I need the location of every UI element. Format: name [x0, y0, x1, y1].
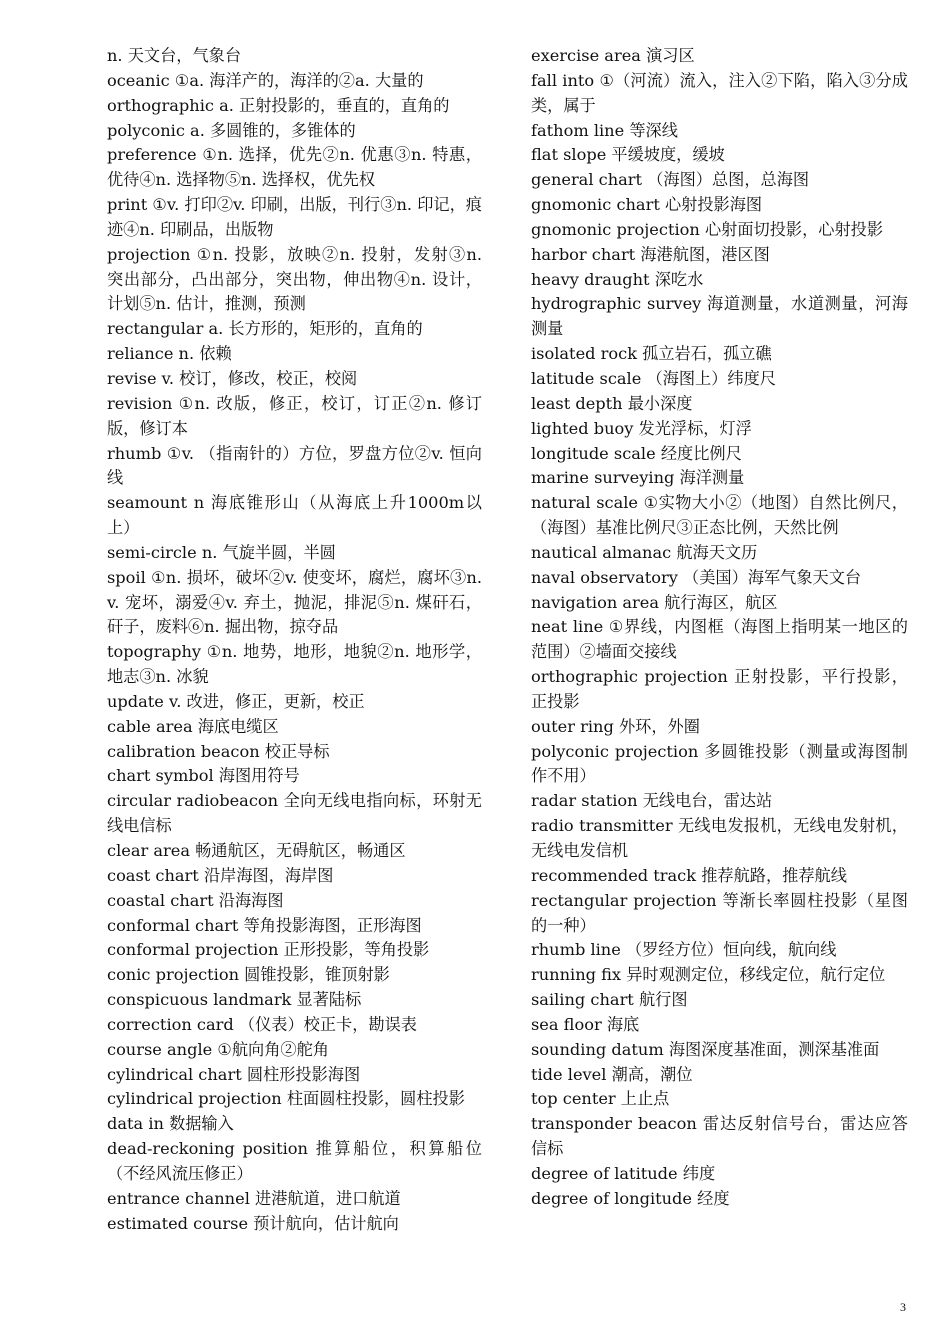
glossary-entry: rectangular a. 长方形的，矩形的，直角的: [107, 319, 423, 339]
glossary-entry: outer ring 外环，外圈: [531, 716, 700, 736]
glossary-entry: estimated course 预计航向，估计航向: [107, 1213, 399, 1233]
glossary-entry: entrance channel 进港航道，进口航道: [107, 1188, 401, 1208]
glossary-entry: polyconic projection 多圆锥投影（测量或海图制作不用）: [531, 741, 908, 786]
glossary-entry: rhumb ①v. （指南针的）方位，罗盘方位②v. 恒向线: [107, 443, 482, 488]
glossary-entry: cylindrical chart 圆柱形投影海图: [107, 1064, 361, 1084]
glossary-entry: spoil ①n. 损坏，破坏②v. 使变坏，腐烂，腐坏③n. v. 宠坏，溺爱④v. 弃土，抛泥，排泥⑤n. 煤矸石，矸子，废料⑥n. 掘出物，掠夺品: [107, 567, 482, 637]
glossary-entry: sea floor 海底: [531, 1014, 640, 1034]
glossary-entry: revise v. 校订，修改，校正，校阅: [107, 368, 358, 388]
glossary-entry: n. 天文台，气象台: [107, 46, 242, 65]
glossary-entry: conformal projection 正形投影，等角投影: [107, 940, 430, 960]
glossary-entry: cable area 海底电缆区: [107, 716, 279, 736]
glossary-entry: orthographic a. 正射投影的，垂直的，直角的: [107, 95, 450, 115]
glossary-entry: fathom line 等深线: [531, 120, 678, 140]
glossary-entry: exercise area 演习区: [531, 46, 695, 65]
right-column: [531, 44, 908, 1212]
glossary-entry: transponder beacon 雷达反射信号台，雷达应答信标: [531, 1114, 908, 1159]
glossary-entry: correction card （仪表）校正卡，勘误表: [107, 1014, 417, 1034]
glossary-entry: gnomonic projection 心射面切投影，心射投影: [531, 219, 884, 239]
glossary-entry: semi-circle n. 气旋半圆，半圆: [107, 542, 336, 562]
glossary-entry: neat line ①界线，内图框（海图上指明某一地区的范围）②墙面交接线: [531, 617, 908, 662]
glossary-entry: oceanic ①a. 海洋产的，海洋的②a. 大量的: [107, 70, 424, 90]
glossary-entry: reliance n. 依赖: [107, 344, 232, 364]
glossary-entry: general chart （海图）总图，总海图: [531, 170, 810, 190]
glossary-entry: fall into ①（河流）流入，注入②下陷，陷入③分成类，属于: [531, 70, 908, 115]
glossary-entry: radio transmitter 无线电发报机，无线电发射机，无线电发信机: [531, 816, 908, 860]
glossary-entry: naval observatory （美国）海军气象天文台: [531, 567, 862, 587]
glossary-entry: dead-reckoning position 推算船位，积算船位（不经风流压修正）: [107, 1139, 482, 1183]
glossary-entry: harbor chart 海港航图，港区图: [531, 244, 770, 264]
glossary-entry: print ①v. 打印②v. 印刷，出版，刊行③n. 印记，痕迹④n. 印刷品，出版物: [107, 195, 482, 239]
glossary-entry: top center 上止点: [531, 1089, 670, 1109]
glossary-entry: longitude scale 经度比例尺: [531, 443, 742, 463]
glossary-entry: coastal chart 沿海海图: [107, 890, 284, 910]
glossary-entry: revision ①n. 改版，修正，校订，订正②n. 修订版，修订本: [107, 393, 482, 438]
glossary-entry: gnomonic chart 心射投影海图: [531, 195, 763, 215]
glossary-entry: coast chart 沿岸海图，海岸图: [107, 865, 334, 885]
glossary-entry: circular radiobeacon 全向无线电指向标，环射无线电信标: [107, 791, 482, 836]
glossary-entry: radar station 无线电台，雷达站: [531, 791, 773, 811]
glossary-entry: heavy draught 深吃水: [531, 269, 704, 289]
glossary-entry: recommended track 推荐航路，推荐航线: [531, 865, 847, 885]
page-number: 3: [900, 1300, 906, 1314]
glossary-entry: least depth 最小深度: [531, 393, 693, 413]
glossary-entry: sounding datum 海图深度基准面，测深基准面: [531, 1039, 880, 1059]
glossary-entry: sailing chart 航行图: [531, 990, 688, 1010]
glossary-entry: isolated rock 孤立岩石，孤立礁: [531, 344, 772, 364]
glossary-entry: topography ①n. 地势，地形，地貌②n. 地形学，地志③n. 冰貌: [107, 642, 482, 687]
glossary-entry: lighted buoy 发光浮标，灯浮: [531, 418, 752, 438]
glossary-entry: degree of latitude 纬度: [531, 1163, 716, 1183]
glossary-entry: data in 数据输入: [107, 1114, 234, 1134]
glossary-entry: chart symbol 海图用符号: [107, 766, 300, 786]
glossary-entry: seamount n 海底锥形山（从海底上升1000m以上）: [107, 493, 482, 538]
glossary-entry: flat slope 平缓坡度，缓坡: [531, 145, 725, 165]
glossary-entry: natural scale ①实物大小②（地图）自然比例尺，（海图）基准比例尺③正态比例，天然比例: [531, 493, 908, 538]
glossary-entry: tide level 潮高，潮位: [531, 1064, 693, 1084]
glossary-entry: orthographic projection 正射投影，平行投影，正投影: [531, 667, 908, 711]
glossary-entry: projection ①n. 投影，放映②n. 投射，发射③n. 突出部分，凸出部分，突出物，伸出物④n. 设计，计划⑤n. 估计，推测，预测: [107, 244, 482, 314]
glossary-entry: navigation area 航行海区，航区: [531, 592, 778, 612]
glossary-entry: clear area 畅通航区，无碍航区，畅通区: [107, 841, 406, 860]
left-column: [107, 44, 482, 1237]
glossary-entry: nautical almanac 航海天文历: [531, 542, 758, 562]
glossary-entry: cylindrical projection 柱面圆柱投影，圆柱投影: [107, 1089, 465, 1109]
glossary-entry: calibration beacon 校正导标: [107, 741, 330, 761]
glossary-entry: conformal chart 等角投影海图，正形海图: [107, 915, 422, 935]
glossary-entry: conspicuous landmark 显著陆标: [107, 990, 362, 1010]
glossary-entry: hydrographic survey 海道测量，水道测量，河海测量: [531, 294, 908, 339]
glossary-entry: running fix 异时观测定位，移线定位，航行定位: [531, 965, 886, 985]
glossary-entry: marine surveying 海洋测量: [531, 468, 745, 488]
glossary-entry: course angle ①航向角②舵角: [107, 1039, 329, 1059]
glossary-entry: latitude scale （海图上）纬度尺: [531, 368, 776, 388]
glossary-entry: preference ①n. 选择，优先②n. 优惠③n. 特惠，优待④n. 选择物⑤n. 选择权，优先权: [107, 145, 482, 190]
glossary-entry: rhumb line （罗经方位）恒向线，航向线: [531, 940, 837, 960]
glossary-entry: degree of longitude 经度: [531, 1188, 730, 1208]
glossary-entry: rectangular projection 等渐长率圆柱投影（星图的一种）: [531, 890, 908, 935]
glossary-entry: update v. 改进，修正，更新，校正: [107, 691, 365, 711]
glossary-entry: polyconic a. 多圆锥的，多锥体的: [107, 120, 356, 140]
glossary-entry: conic projection 圆锥投影，锥顶射影: [107, 965, 390, 985]
